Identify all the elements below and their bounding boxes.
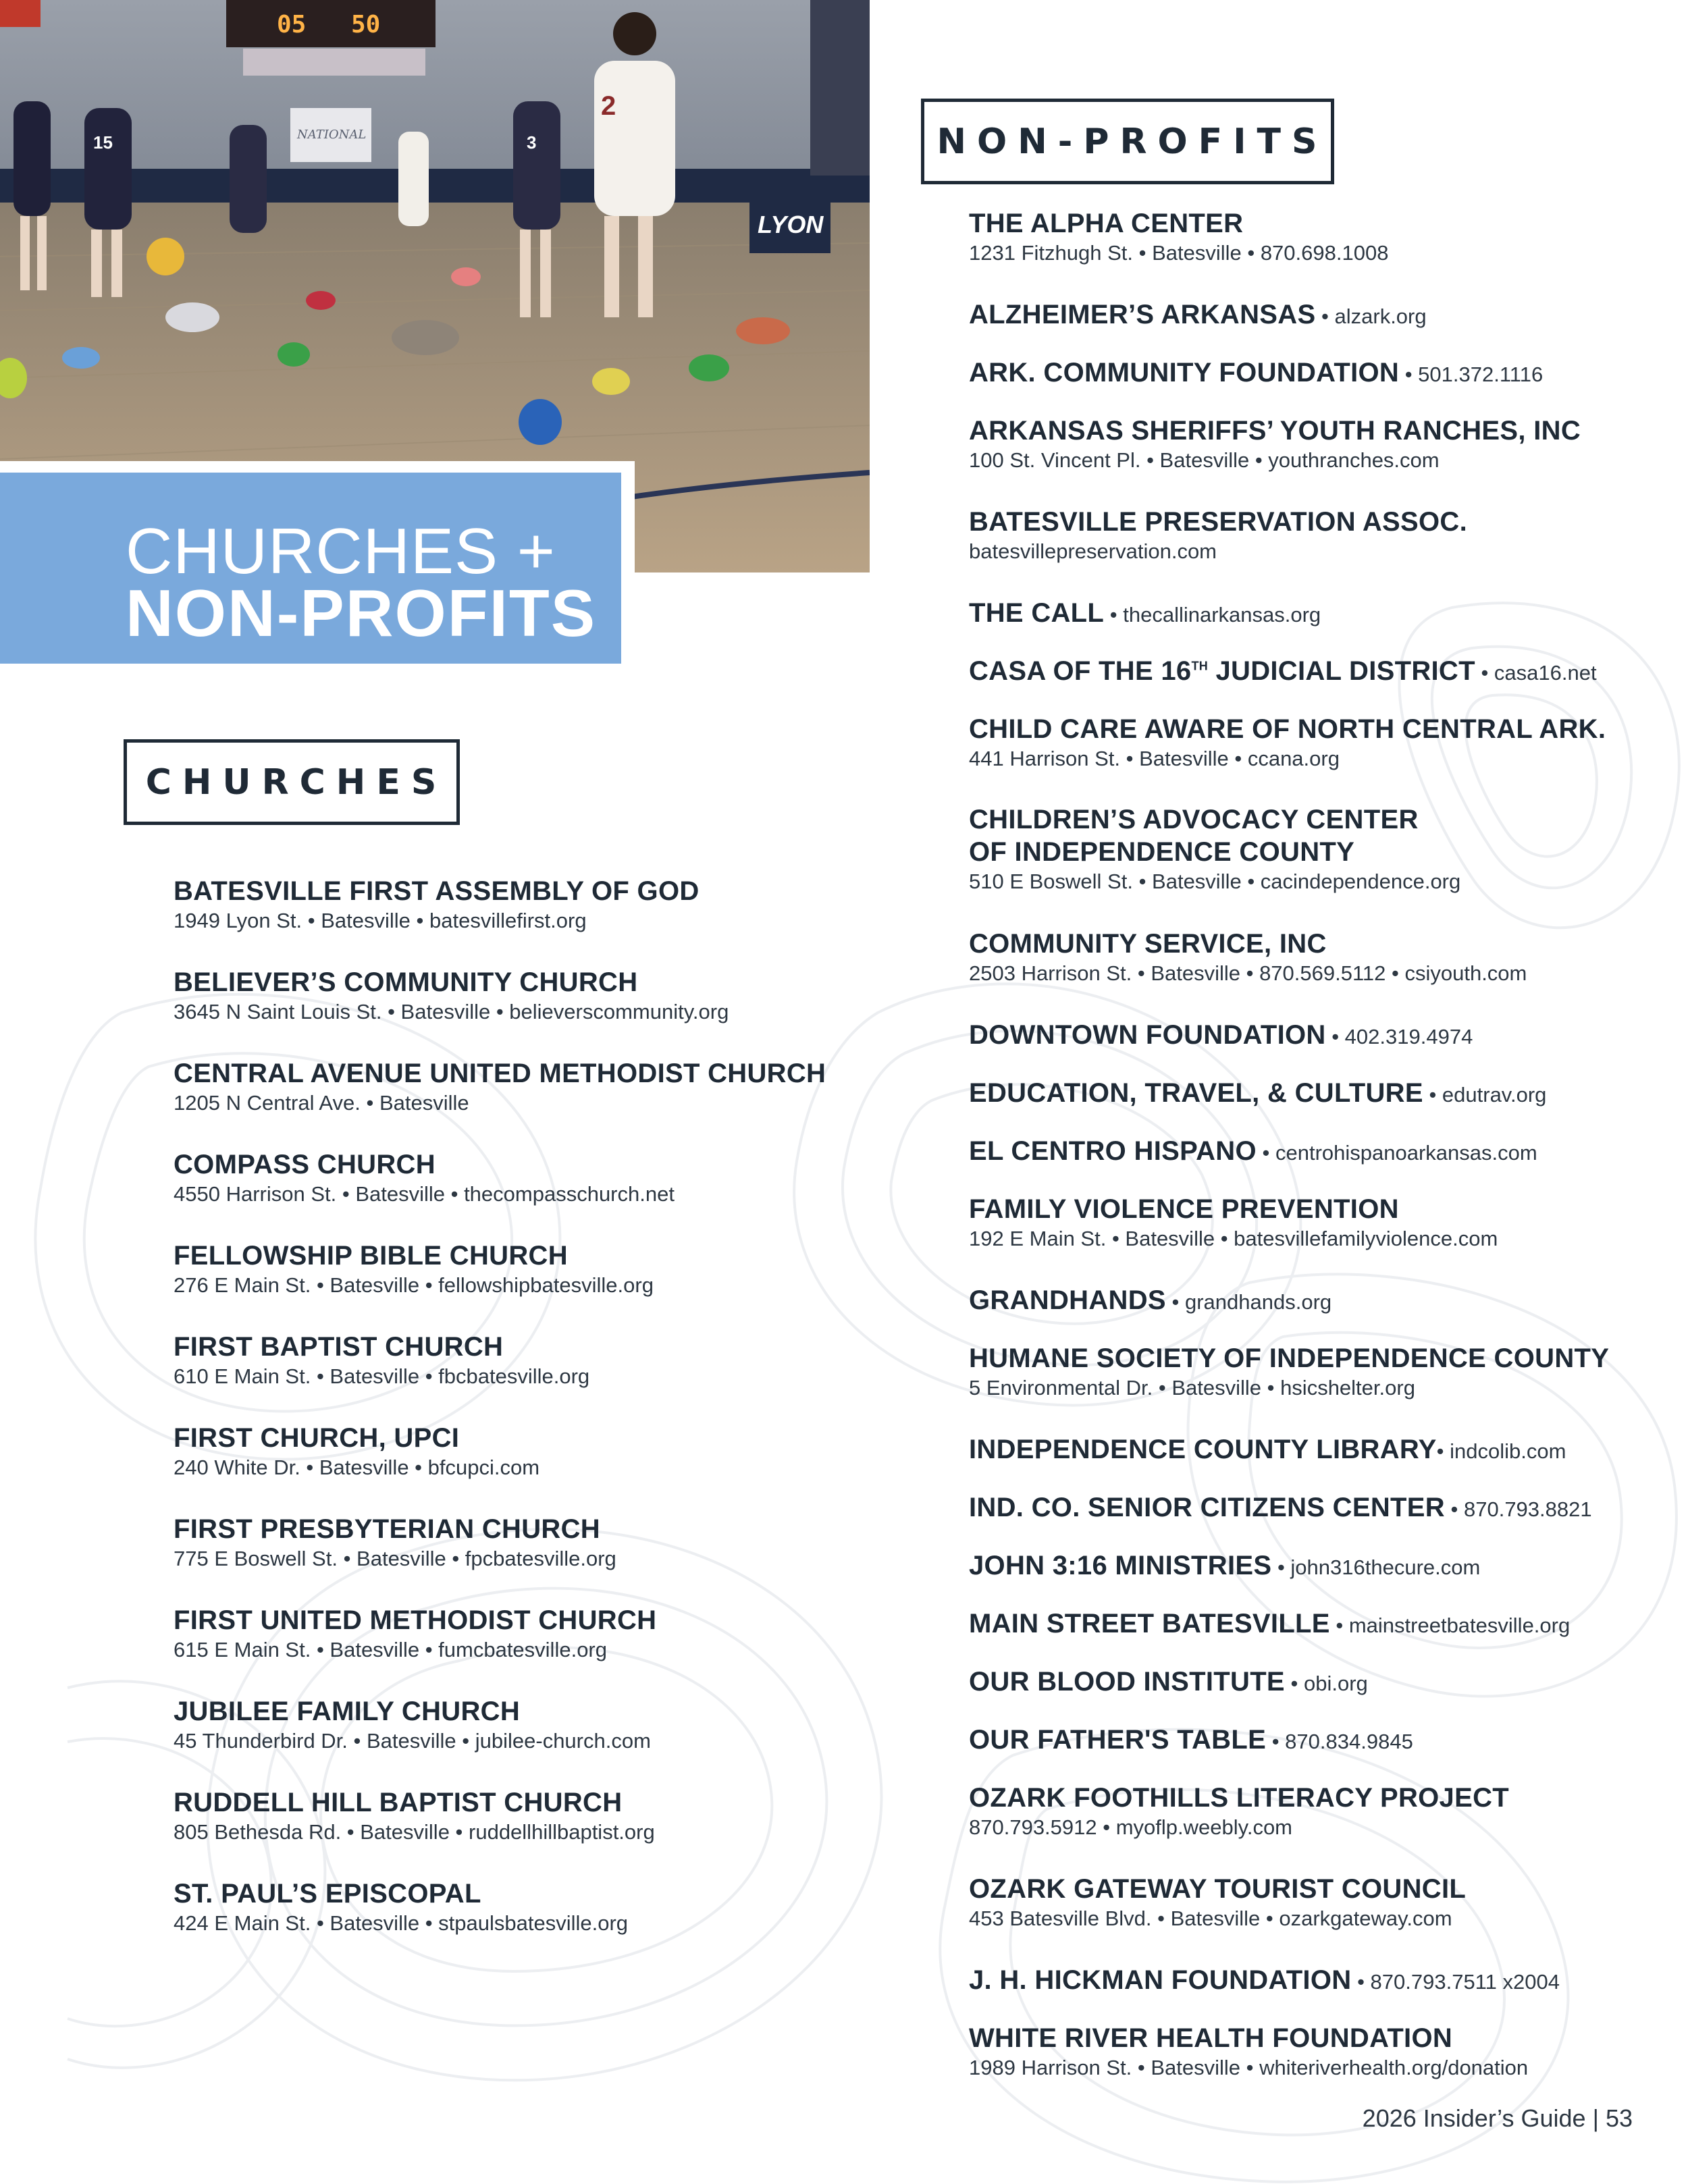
list-item: [969, 1782, 1509, 1841]
entry-name: FAMILY VIOLENCE PREVENTION: [969, 1194, 1399, 1224]
nonprofits-header: [921, 99, 1334, 184]
entry-name: RUDDELL HILL BAPTIST CHURCH: [174, 1788, 623, 1817]
footer-guide-title: 2026 Insider’s Guide: [1362, 2104, 1586, 2132]
entry-name: BATESVILLE PRESERVATION ASSOC.: [969, 507, 1467, 537]
entry-detail: 453 Batesville Blvd. • Batesville • ozarkgateway.com: [969, 1907, 1452, 1930]
entry-name: IND. CO. SENIOR CITIZENS CENTER: [969, 1493, 1445, 1522]
entry-detail: batesvillepreservation.com: [969, 539, 1217, 563]
entry-name: OZARK GATEWAY TOURIST COUNCIL: [969, 1874, 1467, 1904]
entry-name: INDEPENDENCE COUNTY LIBRARY: [969, 1435, 1437, 1464]
entry-name: BELIEVER’S COMMUNITY CHURCH: [174, 967, 638, 997]
entry-detail: 276 E Main St. • Batesville • fellowshipbatesville.org: [174, 1273, 654, 1297]
entry-name: J. H. HICKMAN FOUNDATION: [969, 1965, 1352, 1995]
churches-header-label: CHURCHES: [145, 762, 448, 803]
list-item: [969, 1193, 1498, 1252]
entry-inline-detail: • mainstreetbatesville.org: [1329, 1614, 1571, 1637]
entry-name: FIRST CHURCH, UPCI: [174, 1423, 460, 1453]
scoreboard-left: 05: [277, 11, 307, 38]
list-item: [969, 1433, 1566, 1468]
list-item: [969, 1549, 1480, 1584]
list-item: [174, 1057, 826, 1117]
list-item: [969, 1342, 1609, 1402]
entry-inline-detail: • 501.372.1116: [1399, 363, 1544, 386]
list-item: [969, 928, 1527, 987]
jersey-number-3: 2: [601, 91, 616, 121]
list-item: [174, 1331, 589, 1390]
page-title-line1: CHURCHES +: [126, 515, 556, 587]
entry-name-superscript: TH: [1191, 659, 1209, 673]
list-item: [969, 1666, 1368, 1700]
list-item: [969, 1077, 1546, 1111]
entry-name: THE ALPHA CENTER: [969, 209, 1244, 238]
entry-name: FIRST BAPTIST CHURCH: [174, 1332, 504, 1362]
footer-separator: |: [1592, 2104, 1599, 2132]
entry-inline-detail: • obi.org: [1284, 1672, 1368, 1695]
entry-detail: 240 White Dr. • Batesville • bfcupci.com: [174, 1456, 540, 1479]
entry-inline-detail: • alzark.org: [1315, 304, 1427, 328]
entry-detail: 4550 Harrison St. • Batesville • thecompasschurch.net: [174, 1182, 675, 1206]
entry-inline-detail: • centrohispanoarkansas.com: [1256, 1141, 1537, 1165]
entry-inline-detail: • edutrav.org: [1423, 1083, 1547, 1107]
entry-inline-detail: • 870.834.9845: [1266, 1730, 1413, 1753]
entry-name: ARKANSAS SHERIFFS’ YOUTH RANCHES, INC: [969, 416, 1581, 446]
list-item: [174, 1240, 654, 1299]
list-item: [969, 506, 1467, 565]
entry-detail: 1989 Harrison St. • Batesville • whiteriverhealth.org/donation: [969, 2056, 1529, 2079]
page-number: 53: [1605, 2104, 1633, 2132]
entry-name: COMMUNITY SERVICE, INC: [969, 929, 1327, 959]
entry-name: THE CALL: [969, 598, 1105, 628]
entry-name: COMPASS CHURCH: [174, 1150, 436, 1179]
entry-name: OZARK FOOTHILLS LITERACY PROJECT: [969, 1783, 1509, 1813]
entry-name: EDUCATION, TRAVEL, & CULTURE: [969, 1078, 1423, 1108]
jersey-number-2: 3: [527, 132, 537, 153]
list-item: [174, 966, 729, 1026]
entry-name: FELLOWSHIP BIBLE CHURCH: [174, 1241, 568, 1271]
entry-name: OUR BLOOD INSTITUTE: [969, 1667, 1285, 1697]
list-item: [969, 655, 1597, 689]
list-item: [174, 1786, 655, 1846]
entry-name: FIRST PRESBYTERIAN CHURCH: [174, 1514, 600, 1544]
list-item: [969, 1724, 1413, 1758]
entry-inline-detail: • john316thecure.com: [1271, 1555, 1481, 1579]
entry-detail: 2503 Harrison St. • Batesville • 870.569.5112 • csiyouth.com: [969, 961, 1527, 985]
entry-inline-detail: • casa16.net: [1475, 661, 1597, 685]
entry-name: WHITE RIVER HEALTH FOUNDATION: [969, 2023, 1453, 2053]
list-item: [174, 875, 700, 934]
entry-inline-detail: • 870.793.8821: [1444, 1497, 1592, 1521]
list-item: [969, 803, 1460, 895]
page-title-line2: NON-PROFITS: [126, 576, 597, 650]
entry-name: CHILD CARE AWARE OF NORTH CENTRAL ARK.: [969, 714, 1606, 744]
entry-name: CHILDREN’S ADVOCACY CENTER: [969, 805, 1419, 834]
entry-name: HUMANE SOCIETY OF INDEPENDENCE COUNTY: [969, 1343, 1610, 1373]
entry-inline-detail: • 402.319.4974: [1325, 1025, 1473, 1048]
list-item: [969, 1135, 1537, 1169]
entry-detail: 441 Harrison St. • Batesville • ccana.org: [969, 747, 1340, 770]
entry-name-line2: OF INDEPENDENCE COUNTY: [969, 837, 1355, 867]
entry-name: ST. PAUL’S EPISCOPAL: [174, 1879, 481, 1909]
entry-detail: 1231 Fitzhugh St. • Batesville • 870.698.1008: [969, 241, 1389, 265]
list-item: [174, 1604, 656, 1663]
title-panel: [0, 473, 621, 664]
list-item: [969, 356, 1543, 391]
jersey-number-1: 15: [93, 132, 113, 153]
entry-inline-detail: • thecallinarkansas.org: [1104, 603, 1321, 627]
entry-name-part-b: JUDICIAL DISTRICT: [1208, 656, 1475, 686]
wall-logo: LYON: [758, 211, 824, 238]
list-item: [174, 1422, 539, 1481]
entry-name: MAIN STREET BATESVILLE: [969, 1609, 1330, 1639]
entry-detail: 424 E Main St. • Batesville • stpaulsbatesville.org: [174, 1911, 629, 1935]
entry-detail: 870.793.5912 • myoflp.weebly.com: [969, 1815, 1293, 1839]
entry-name: EL CENTRO HISPANO: [969, 1136, 1257, 1166]
entry-detail: 45 Thunderbird Dr. • Batesville • jubilee-church.com: [174, 1729, 651, 1753]
entry-detail: 1949 Lyon St. • Batesville • batesvillefirst.org: [174, 909, 587, 932]
entry-detail: 805 Bethesda Rd. • Batesville • ruddellhillbaptist.org: [174, 1820, 655, 1844]
list-item: [969, 1019, 1473, 1053]
entry-name: ALZHEIMER’S ARKANSAS: [969, 300, 1316, 329]
entry-detail: 1205 N Central Ave. • Batesville: [174, 1091, 469, 1115]
entry-name: BATESVILLE FIRST ASSEMBLY OF GOD: [174, 876, 700, 906]
entry-detail: 615 E Main St. • Batesville • fumcbatesville.org: [174, 1638, 607, 1661]
list-item: [969, 597, 1321, 631]
entry-name: ARK. COMMUNITY FOUNDATION: [969, 358, 1400, 388]
entry-detail: 5 Environmental Dr. • Batesville • hsicshelter.org: [969, 1376, 1415, 1400]
list-item: [174, 1513, 616, 1572]
entry-name: OUR FATHER'S TABLE: [969, 1725, 1267, 1755]
entry-name: JUBILEE FAMILY CHURCH: [174, 1697, 521, 1726]
list-item: [969, 2022, 1528, 2081]
entry-detail: 100 St. Vincent Pl. • Batesville • youthranches.com: [969, 448, 1440, 472]
churches-header: [124, 739, 460, 825]
list-item: [969, 1607, 1570, 1642]
entry-name: GRANDHANDS: [969, 1285, 1166, 1315]
list-item: [174, 1877, 628, 1937]
entry-detail: 610 E Main St. • Batesville • fbcbatesville.org: [174, 1364, 590, 1388]
entry-name: CENTRAL AVENUE UNITED METHODIST CHURCH: [174, 1059, 826, 1088]
entry-detail: 3645 N Saint Louis St. • Batesville • believerscommunity.org: [174, 1000, 729, 1023]
entry-name: FIRST UNITED METHODIST CHURCH: [174, 1605, 657, 1635]
list-item: [969, 1491, 1592, 1526]
list-item: [174, 1148, 675, 1208]
list-item: [969, 1964, 1560, 1998]
list-item: [174, 1695, 651, 1755]
page-footer: [1363, 2104, 1633, 2133]
entry-name-part-a: CASA OF THE 16: [969, 656, 1192, 686]
entry-name: JOHN 3:16 MINISTRIES: [969, 1551, 1272, 1580]
list-item: [969, 1284, 1331, 1319]
list-item: [969, 1873, 1466, 1932]
entry-inline-detail: • grandhands.org: [1165, 1290, 1332, 1314]
entry-detail: 775 E Boswell St. • Batesville • fpcbatesville.org: [174, 1547, 616, 1570]
entry-detail: 510 E Boswell St. • Batesville • cacindependence.org: [969, 870, 1461, 893]
banner-text: NATIONAL: [297, 128, 367, 142]
entry-inline-detail: • 870.793.7511 x2004: [1351, 1970, 1560, 1994]
entry-name: DOWNTOWN FOUNDATION: [969, 1020, 1326, 1050]
list-item: [969, 415, 1581, 474]
entry-inline-detail: • indcolib.com: [1436, 1439, 1566, 1463]
title-block: [0, 461, 635, 676]
list-item: [969, 298, 1427, 333]
scoreboard-right: 50: [351, 11, 381, 38]
nonprofits-header-label: NON-PROFITS: [937, 121, 1328, 162]
list-item: [969, 207, 1388, 267]
list-item: [969, 713, 1606, 772]
entry-detail: 192 E Main St. • Batesville • batesvillefamilyviolence.com: [969, 1227, 1498, 1250]
